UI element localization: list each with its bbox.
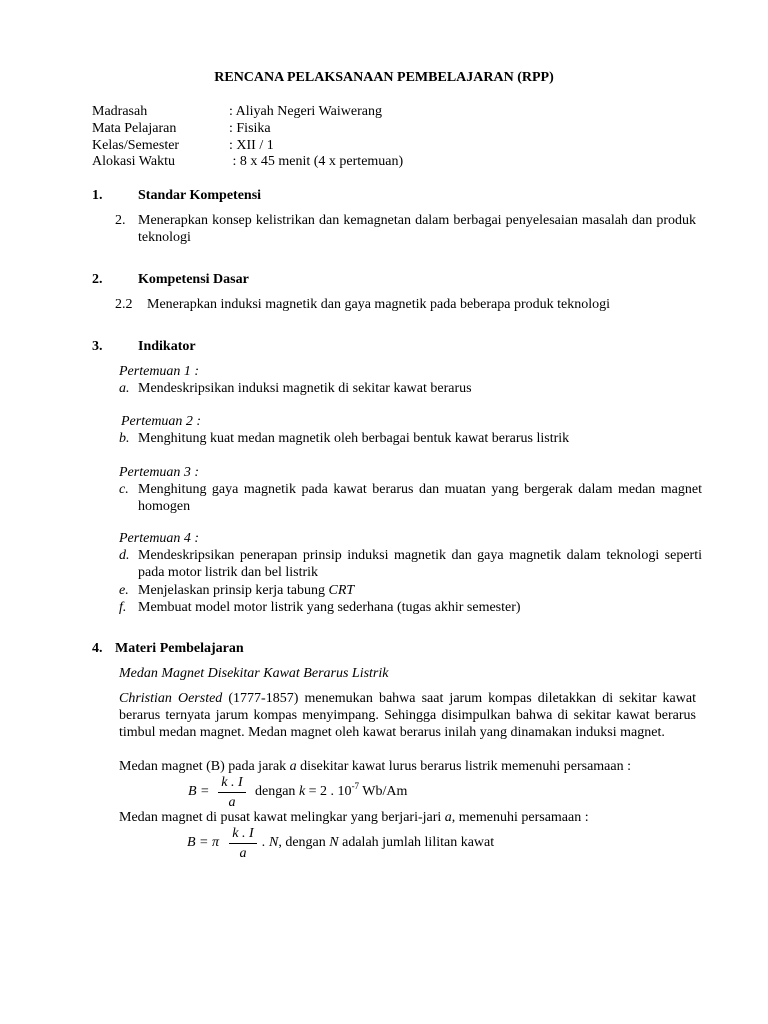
circular-wire-text-b: , memenuhi persamaan : [451,810,589,825]
eq2-N: N [329,835,339,850]
straight-wire-text-b: disekitar kawat lurus berarus listrik memenuhi persamaan : [296,759,632,774]
eq1-denominator: a [228,795,236,810]
eq1-text-2: = 2 . 10 [305,784,352,799]
section-2-item-text: Menerapkan induksi magnetik dan gaya magnetik pada beberapa produk teknologi [147,297,611,312]
eq2-lhs: B = π [187,835,220,850]
section-1-heading: Standar Kompetensi [138,188,262,203]
indicator-b-letter: b. [119,431,130,446]
identity-value-mapel: : Fisika [229,121,271,136]
section-2-heading: Kompetensi Dasar [138,272,249,287]
eq1-unit: Wb/Am [359,784,408,799]
eq1-condition [255,783,407,800]
indicator-f-letter: f. [119,600,127,615]
eq2-fraction [229,825,257,862]
indicator-c-letter: c. [119,482,129,497]
eq2-numerator: k . I [232,826,254,841]
eq1-exponent: -7 [351,781,360,791]
eq1-numerator: k . I [221,775,243,790]
straight-wire-var: a [289,759,297,774]
indicator-d-text: Mendeskripsikan penerapan prinsip induksi magnetik dan gaya magnetik dalam teknologi seperti pada motor listrik dan bel listrik [138,548,702,580]
identity-label-madrasah: Madrasah [92,104,148,119]
eq1-lhs: B = [188,784,210,799]
identity-label-alokasi: Alokasi Waktu [92,154,175,169]
circular-wire-line [119,809,589,826]
oersted-paragraph [119,690,696,741]
indicator-e-letter: e. [119,583,129,598]
section-4-heading: Materi Pembelajaran [115,641,244,656]
meeting-4-label: Pertemuan 4 : [119,531,200,546]
indicator-c-text: Menghitung gaya magnetik pada kawat berarus dan muatan yang bergerak dalam medan magnet homogen [138,482,702,514]
identity-value-madrasah: : Aliyah Negeri Waiwerang [229,104,382,119]
circular-wire-text-a: Medan magnet di pusat kawat melingkar yang berjari-jari [119,810,445,825]
identity-label-mapel: Mata Pelajaran [92,121,177,136]
eq1-text-1: dengan [255,784,299,799]
eq2-n-factor: . N [262,835,279,850]
straight-wire-text-a: Medan magnet (B) pada jarak [119,759,290,774]
indicator-d-letter: d. [119,548,130,563]
indicator-a-text: Mendeskripsikan induksi magnetik di sekitar kawat berarus [138,381,472,396]
section-1-item-number: 2. [115,213,126,228]
identity-label-kelas: Kelas/Semester [92,138,180,153]
meeting-3-label: Pertemuan 3 : [119,465,200,480]
eq2-text-1: , dengan [278,835,330,850]
section-2-item-number: 2.2 [115,297,133,312]
straight-wire-line [119,758,631,775]
indicator-e-main: Menjelaskan prinsip kerja tabung [138,583,329,598]
eq2-denominator: a [239,846,247,861]
eq2-fraction-bar [229,843,257,844]
section-1-item-text: Menerapkan konsep kelistrikan dan kemagnetan dalam berbagai penyelesaian masalah dan produk teknologi [138,213,696,245]
identity-value-alokasi: : 8 x 45 menit (4 x pertemuan) [229,154,404,169]
oersted-text: (1777-1857) menemukan bahwa saat jarum kompas diletakkan di sekitar kawat berarus ternyata jarum kompas menyimpang. Sehingga disimpulkan bahwa di sekitar kawat berarus timbul medan magnet. Medan magnet oleh kawat berarus inilah yang dinamakan induksi magnet. [119,691,696,740]
section-2-number: 2. [92,272,103,287]
eq1-k: k [298,784,306,799]
eq1-fraction [218,774,246,811]
eq2-condition [262,834,494,851]
oersted-name: Christian Oersted [119,691,223,706]
section-1-number: 1. [92,188,103,203]
indicator-f-text: Membuat model motor listrik yang sederhana (tugas akhir semester) [138,600,521,615]
section-4-number: 4. [92,641,103,656]
section-4-subtitle: Medan Magnet Disekitar Kawat Berarus Listrik [119,666,389,681]
eq2-text-2: adalah jumlah lilitan kawat [338,835,495,850]
meeting-2-label: Pertemuan 2 : [121,414,202,429]
meeting-1-label: Pertemuan 1 : [119,364,200,379]
document-title: RENCANA PELAKSANAAN PEMBELAJARAN (RPP) [214,70,554,85]
indicator-e-crt: CRT [328,583,355,598]
indicator-a-letter: a. [119,381,130,396]
indicator-e-text [138,582,354,599]
circular-wire-var: a [444,810,452,825]
section-3-heading: Indikator [138,339,196,354]
eq1-fraction-bar [218,792,246,793]
section-3-number: 3. [92,339,103,354]
indicator-b-text: Menghitung kuat medan magnetik oleh berbagai bentuk kawat berarus listrik [138,431,570,446]
identity-value-kelas: : XII / 1 [229,138,274,153]
